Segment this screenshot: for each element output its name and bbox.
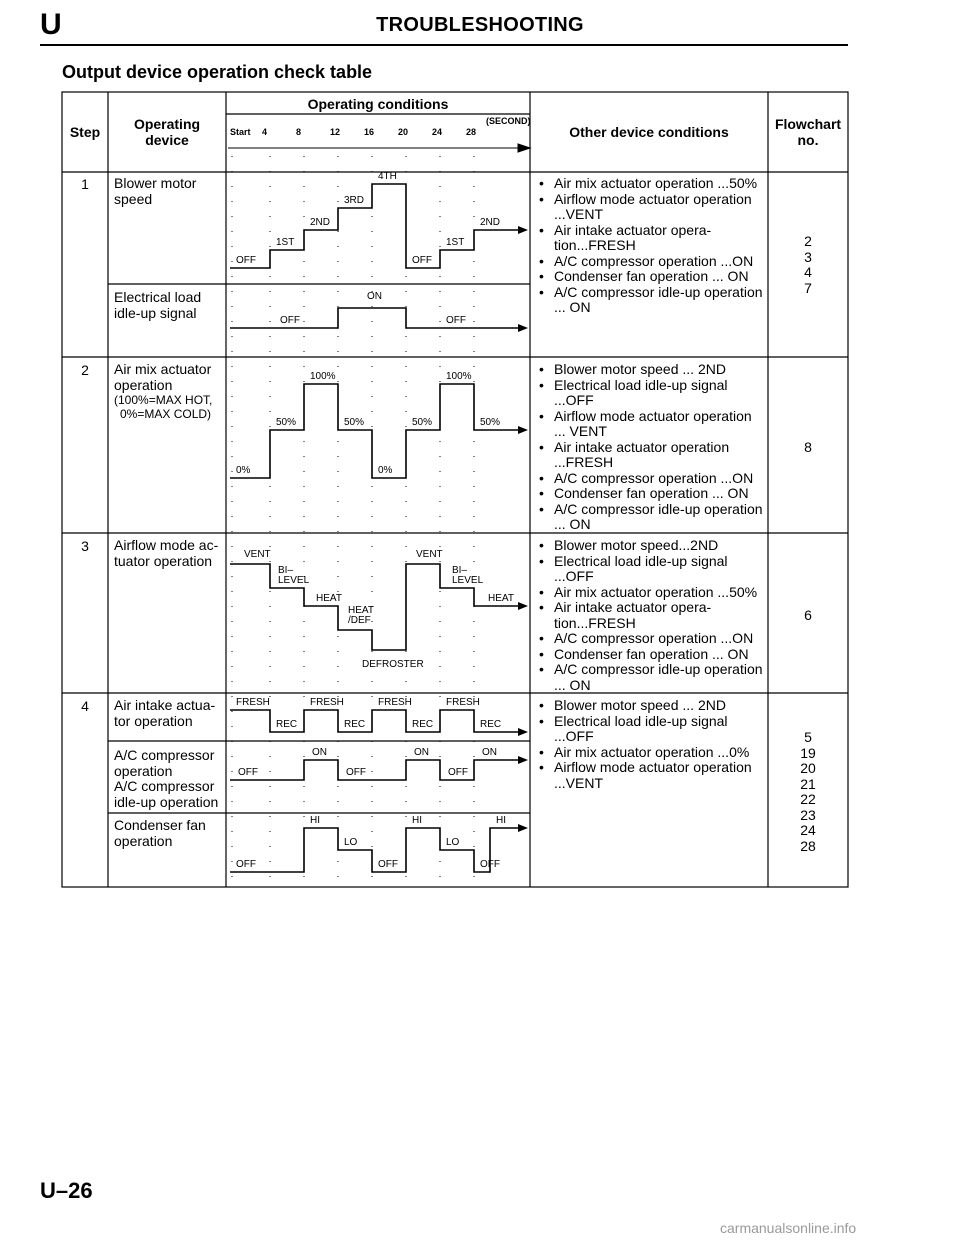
time-tick-label: 12 <box>330 127 341 137</box>
waveform-level-label: OFF <box>238 767 258 778</box>
time-tick-label: 16 <box>364 127 375 137</box>
blower-speed-waveform-arrow <box>518 226 528 234</box>
condition-item: • Condenser fan operation ... ON <box>536 486 766 502</box>
waveform-level-label: ON <box>312 747 327 758</box>
condition-item: • Air mix actuator operation ...50% <box>536 176 766 192</box>
condition-item: • Air mix actuator operation ...0% <box>536 745 766 761</box>
waveform-level-label: HEAT /DEF <box>348 605 374 626</box>
condition-item: • A/C compressor operation ...ON <box>536 631 766 647</box>
condition-item: • Electrical load idle-up signal ...OFF <box>536 554 766 585</box>
waveform-level-label: HI <box>310 815 320 826</box>
waveform-level-label: FRESH <box>236 697 270 708</box>
waveform-level-label: 3RD <box>344 195 365 206</box>
other-conditions-list <box>536 362 766 533</box>
waveform-level-label: OFF <box>236 859 256 870</box>
waveform-level-label: REC <box>412 719 434 730</box>
air-mix-waveform-arrow <box>518 426 528 434</box>
waveform-level-label: 4TH <box>378 171 397 182</box>
condition-item: • A/C compressor operation ...ON <box>536 254 766 270</box>
waveform-level-label: REC <box>344 719 366 730</box>
condition-item: • Air intake actuator operation ...FRESH <box>536 440 766 471</box>
condition-item: • A/C compressor operation ...ON <box>536 471 766 487</box>
header-flowchart: Flowchart no. <box>774 116 842 148</box>
condition-item: • Condenser fan operation ... ON <box>536 269 766 285</box>
page-number: U–26 <box>40 1178 93 1203</box>
flowchart-numbers: 2 3 4 7 <box>804 233 812 296</box>
air-intake-waveform <box>230 710 520 732</box>
time-tick-label: 28 <box>466 127 477 137</box>
waveform-level-label: 100% <box>446 371 472 382</box>
section-title: Output device operation check table <box>62 62 373 82</box>
condition-item: • Air mix actuator operation ...50% <box>536 585 766 601</box>
condition-item: • Electrical load idle-up signal ...OFF <box>536 714 766 745</box>
condenser-fan-waveform <box>230 828 520 872</box>
waveform-level-label: OFF <box>412 255 432 266</box>
device-air-mix-actuator: Air mix actuator operation (100%=MAX HOT, 0%=MAX COLD) <box>114 361 213 421</box>
waveform-level-label: 100% <box>310 371 336 382</box>
condition-item: • Blower motor speed ... 2ND <box>536 698 766 714</box>
time-tick-label: 4 <box>262 127 268 137</box>
condition-item: • A/C compressor idle-up operation ... ON <box>536 502 766 533</box>
idle-up-waveform-arrow <box>518 324 528 332</box>
waveform-level-label: REC <box>480 719 502 730</box>
device-ac-compressor: A/C compressor operation A/C compressor idle-up operation <box>114 747 219 810</box>
waveform-level-label: 50% <box>276 417 297 428</box>
waveform-level-label: OFF <box>446 315 466 326</box>
waveform-level-label: DEFROSTER <box>362 659 424 670</box>
other-conditions-list <box>536 698 766 791</box>
waveform-level-label: VENT <box>244 549 271 560</box>
flowchart-numbers: 5 19 20 21 22 23 24 28 <box>800 729 816 854</box>
time-tick-label: 8 <box>296 127 302 137</box>
watermark-text: carmanualsonline.info <box>720 1220 857 1236</box>
device-air-intake-actuator: Air intake actua- tor operation <box>114 697 216 729</box>
waveform-level-label: OFF <box>480 859 500 870</box>
header-other-conditions: Other device conditions <box>569 124 729 140</box>
condition-item: • A/C compressor idle-up operation ... ON <box>536 285 766 316</box>
waveform-level-label: HEAT <box>316 593 342 604</box>
time-tick-label: 20 <box>398 127 409 137</box>
flowchart-numbers: 6 <box>804 607 812 623</box>
condition-item: • Air intake actuator opera- tion...FRESH <box>536 600 766 631</box>
idle-up-waveform <box>230 308 520 328</box>
device-condenser-fan: Condenser fan operation <box>114 817 206 849</box>
blower-speed-waveform <box>230 184 520 268</box>
device-electrical-load-idle-up: Electrical load idle-up signal <box>114 289 202 321</box>
condition-item: • Airflow mode actuator operation ...VENT <box>536 192 766 223</box>
waveform-level-label: 1ST <box>446 237 465 248</box>
waveform-level-label: 50% <box>480 417 501 428</box>
waveform-level-label: OFF <box>378 859 398 870</box>
waveform-level-label: 1ST <box>276 237 295 248</box>
airflow-mode-waveform-arrow <box>518 602 528 610</box>
time-tick-label: 24 <box>432 127 443 137</box>
condition-item: • Condenser fan operation ... ON <box>536 647 766 663</box>
waveform-level-label: HI <box>496 815 506 826</box>
device-airflow-mode-actuator: Airflow mode ac- tuator operation <box>114 537 219 569</box>
waveform-level-label: 50% <box>412 417 433 428</box>
waveform-level-label: VENT <box>416 549 443 560</box>
flowchart-numbers: 8 <box>804 439 812 455</box>
page-title: TROUBLESHOOTING <box>376 14 584 36</box>
waveform-level-label: 0% <box>236 465 251 476</box>
waveform-level-label: 2ND <box>480 217 501 228</box>
waveform-level-label: ON <box>414 747 429 758</box>
waveform-level-label: OFF <box>236 255 256 266</box>
waveform-level-label: 0% <box>378 465 393 476</box>
waveform-level-label: HI <box>412 815 422 826</box>
waveform-level-label: 2ND <box>310 217 331 228</box>
device-blower-motor-speed: Blower motor speed <box>114 175 197 207</box>
time-unit: (SECOND) <box>486 116 531 126</box>
condition-item: • Electrical load idle-up signal ...OFF <box>536 378 766 409</box>
time-tick-label: Start <box>230 127 251 137</box>
waveform-level-label: ON <box>367 291 382 302</box>
condition-item: • A/C compressor idle-up operation ... ON <box>536 662 766 693</box>
waveform-level-label: FRESH <box>310 697 344 708</box>
waveform-level-label: ON <box>482 747 497 758</box>
condition-item: • Blower motor speed ... 2ND <box>536 362 766 378</box>
waveform-level-label: FRESH <box>378 697 412 708</box>
ac-compressor-waveform <box>230 760 520 780</box>
waveform-level-label: REC <box>276 719 298 730</box>
waveform-level-label: OFF <box>280 315 300 326</box>
step-number: 3 <box>81 538 89 554</box>
waveform-level-label: OFF <box>346 767 366 778</box>
waveform-level-label: BI– LEVEL <box>452 565 484 586</box>
condition-item: • Airflow mode actuator operation ... VENT <box>536 409 766 440</box>
waveform-level-label: 50% <box>344 417 365 428</box>
step-number: 2 <box>81 362 89 378</box>
header-step: Step <box>69 124 101 140</box>
header-operating-conditions: Operating conditions <box>307 96 449 112</box>
header-operating-device: Operating device <box>133 116 201 148</box>
condition-item: • Airflow mode actuator operation ...VENT <box>536 760 766 791</box>
condenser-fan-waveform-arrow <box>518 824 528 832</box>
waveform-level-label: OFF <box>448 767 468 778</box>
condition-item: • Air intake actuator opera- tion...FRESH <box>536 223 766 254</box>
waveform-level-label: LO <box>344 837 358 848</box>
waveform-level-label: HEAT <box>488 593 514 604</box>
condition-item: • Blower motor speed...2ND <box>536 538 766 554</box>
other-conditions-list <box>536 538 766 693</box>
waveform-level-label: FRESH <box>446 697 480 708</box>
waveform-level-label: LO <box>446 837 460 848</box>
waveform-level-label: BI– LEVEL <box>278 565 310 586</box>
step-number: 4 <box>81 698 89 714</box>
other-conditions-list <box>536 176 766 316</box>
section-letter: U <box>40 8 62 41</box>
air-mix-waveform <box>230 384 520 478</box>
ac-compressor-waveform-arrow <box>518 756 528 764</box>
step-number: 1 <box>81 176 89 192</box>
air-intake-waveform-arrow <box>518 728 528 736</box>
